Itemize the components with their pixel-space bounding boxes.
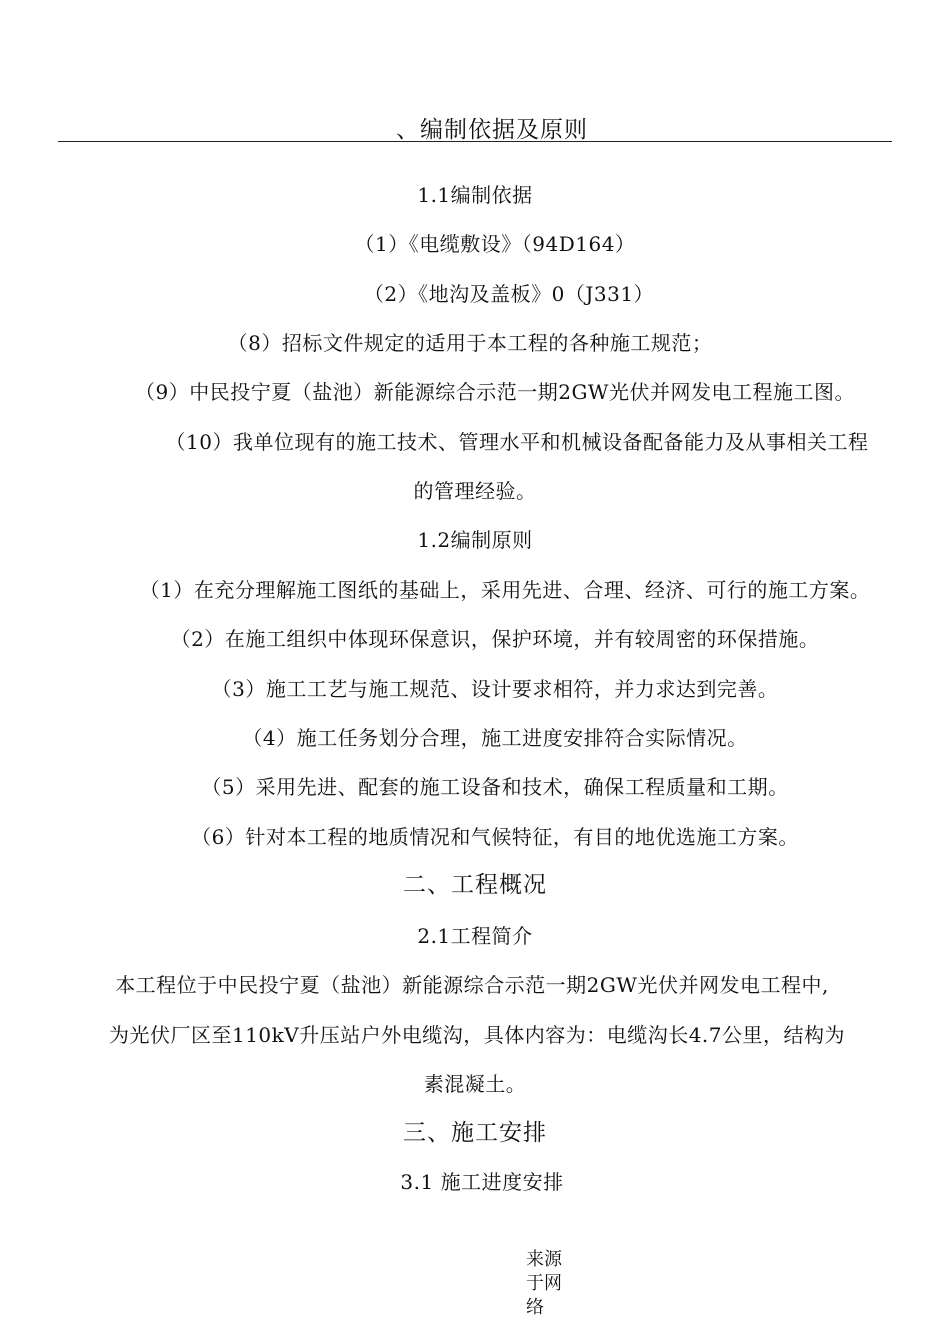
reference-item-8: （8）招标文件规定的适用于本工程的各种施工规范； — [227, 331, 713, 355]
subsection-heading-3-1: 3.1 施工进度安排 — [400, 1170, 564, 1194]
principle-item-3: （3）施工工艺与施工规范、设计要求相符，并力求达到完善。 — [211, 677, 779, 701]
section-heading-1: 、编制依据及原则 — [396, 117, 588, 143]
principle-item-2: （2）在施工组织中体现环保意识，保护环境，并有较周密的环保措施。 — [170, 627, 820, 651]
principle-item-6: （6）针对本工程的地质情况和气候特征，有目的地优选施工方案。 — [191, 825, 799, 849]
principle-item-4: （4）施工任务划分合理，施工进度安排符合实际情况。 — [242, 726, 748, 750]
reference-item-2: （2）《地沟及盖板》0（J331） — [363, 282, 655, 306]
subsection-heading-1-2: 1.2编制原则 — [417, 528, 533, 552]
reference-item-10-line-2: 的管理经验。 — [413, 479, 537, 503]
reference-item-1: （1）《电缆敷设》（94D164） — [354, 232, 636, 256]
principle-item-5: （5）采用先进、配套的施工设备和技术，确保工程质量和工期。 — [201, 775, 789, 799]
principle-item-1: （1）在充分理解施工图纸的基础上，采用先进、合理、经济、可行的施工方案。 — [139, 578, 871, 602]
section-heading-3: 三、施工安排 — [403, 1120, 547, 1146]
heading-divider — [58, 141, 892, 142]
intro-paragraph-line-1: 本工程位于中民投宁夏（盐池）新能源综合示范一期2GW光伏并网发电工程中, — [115, 973, 829, 997]
reference-item-10-line-1: （10）我单位现有的施工技术、管理水平和机械设备配备能力及从事相关工程 — [165, 430, 869, 454]
source-note: 来源于网络 — [526, 1249, 562, 1318]
section-heading-2: 二、工程概况 — [403, 872, 547, 898]
subsection-heading-2-1: 2.1工程简介 — [417, 924, 533, 948]
intro-paragraph-line-2: 为光伏厂区至110kV升压站户外电缆沟，具体内容为：电缆沟长4.7公里，结构为 — [108, 1023, 846, 1047]
subsection-heading-1-1: 1.1编制依据 — [417, 183, 533, 207]
reference-item-9: （9）中民投宁夏（盐池）新能源综合示范一期2GW光伏并网发电工程施工图。 — [135, 380, 855, 404]
intro-paragraph-line-3: 素混凝土。 — [423, 1072, 527, 1096]
